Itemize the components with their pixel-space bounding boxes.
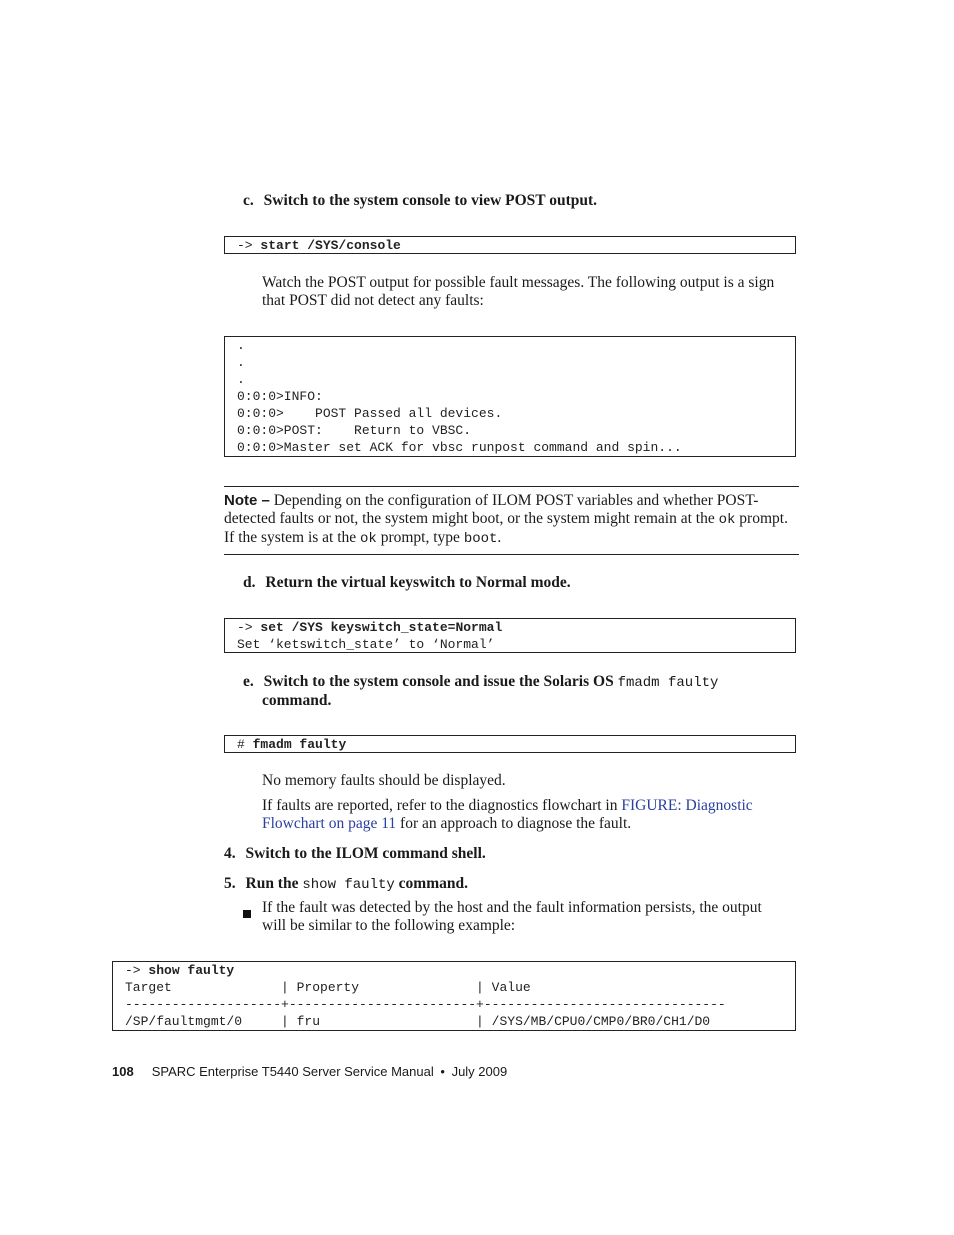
step-4: [224, 845, 486, 863]
step-text-continued: command.: [262, 692, 332, 709]
note-text: prompt, type: [376, 529, 464, 546]
step-text: command.: [398, 875, 468, 892]
note-code-ok: ok: [360, 531, 377, 547]
code-output: Set ‘ketswitch_state’ to ‘Normal’: [237, 637, 495, 652]
footer-separator: •: [440, 1064, 445, 1079]
code-block-start-console: [224, 236, 796, 254]
command: start /SYS/console: [260, 238, 401, 253]
manual-title: SPARC Enterprise T5440 Server Service Manual: [151, 1064, 434, 1079]
step-marker: 4.: [224, 845, 236, 862]
code-block-fmadm: [224, 735, 796, 753]
code-block-show-faulty: [112, 961, 796, 1031]
figure-link[interactable]: FIGURE: Diagnostic Flowchart on page 11: [262, 797, 753, 832]
page-footer: [112, 1064, 507, 1079]
table-separator-line: --------------------+------------------------+-------------------------------: [125, 997, 726, 1012]
step-text: Switch to the system console to view POST output.: [263, 192, 598, 209]
table-header-line: Target | Property | Value: [125, 980, 531, 995]
prompt: ->: [237, 620, 253, 635]
prompt: ->: [125, 963, 141, 978]
command: set /SYS keyswitch_state=Normal: [260, 620, 503, 635]
step-marker: e.: [243, 673, 254, 690]
code-line: .: [237, 338, 245, 353]
note-text: .: [497, 529, 502, 546]
code-line: .: [237, 372, 245, 387]
step-text: Return the virtual keyswitch to Normal mode.: [265, 574, 571, 591]
code-line: .: [237, 355, 245, 370]
note-code-ok: ok: [718, 512, 736, 528]
paragraph-watch-post: Watch the POST output for possible fault messages. The following output is a sign that POST did not detect any faults:: [262, 274, 775, 309]
note-box: [224, 486, 799, 555]
step-text: Switch to the system console and issue the Solaris OS: [263, 673, 614, 690]
step-marker: 5.: [224, 875, 236, 892]
step-e: [243, 673, 783, 710]
paragraph-text: If faults are reported, refer to the diagnostics flowchart in: [262, 797, 622, 814]
bullet-square-icon: [243, 905, 251, 923]
step-code: fmadm faulty: [617, 675, 719, 691]
code-block-post-output: [224, 336, 796, 457]
code-line: 0:0:0> POST Passed all devices.: [237, 406, 503, 421]
paragraph-no-faults: No memory faults should be displayed.: [262, 772, 506, 789]
step-code: show faulty: [302, 877, 395, 893]
paragraph-if-faults: [262, 797, 797, 833]
page-number: 108: [112, 1064, 134, 1079]
code-line: 0:0:0>INFO:: [237, 389, 323, 404]
code-line: 0:0:0>POST: Return to VBSC.: [237, 423, 472, 438]
footer-date: July 2009: [451, 1064, 508, 1079]
note-label: Note –: [224, 492, 270, 509]
prompt: #: [237, 737, 245, 752]
note-code-boot: boot: [463, 531, 498, 547]
command: fmadm faulty: [252, 737, 347, 752]
command: show faulty: [148, 963, 235, 978]
note-text: prompt. If the system is at the: [224, 510, 788, 546]
step-marker: d.: [243, 574, 256, 591]
step-marker: c.: [243, 192, 254, 209]
code-block-keyswitch: [224, 618, 796, 653]
step-c: [243, 192, 597, 210]
code-line: 0:0:0>Master set ACK for vbsc runpost command and spin...: [237, 440, 682, 455]
note-text: Depending on the configuration of ILOM POST variables and whether POST-detected faults or not, the system might boot, or the system might remain at the: [224, 492, 759, 527]
step-d: [243, 574, 571, 592]
prompt: ->: [237, 238, 253, 253]
step-text: Switch to the ILOM command shell.: [245, 845, 486, 862]
step-5: [224, 875, 468, 894]
paragraph-text: for an approach to diagnose the fault.: [396, 815, 632, 832]
bullet-text: If the fault was detected by the host and the fault information persists, the output will be similar to the following example:: [262, 899, 762, 934]
table-row-line: /SP/faultmgmt/0 | fru | /SYS/MB/CPU0/CMP0/BR0/CH1/D0: [125, 1014, 711, 1029]
step-text: Run the: [245, 875, 299, 892]
